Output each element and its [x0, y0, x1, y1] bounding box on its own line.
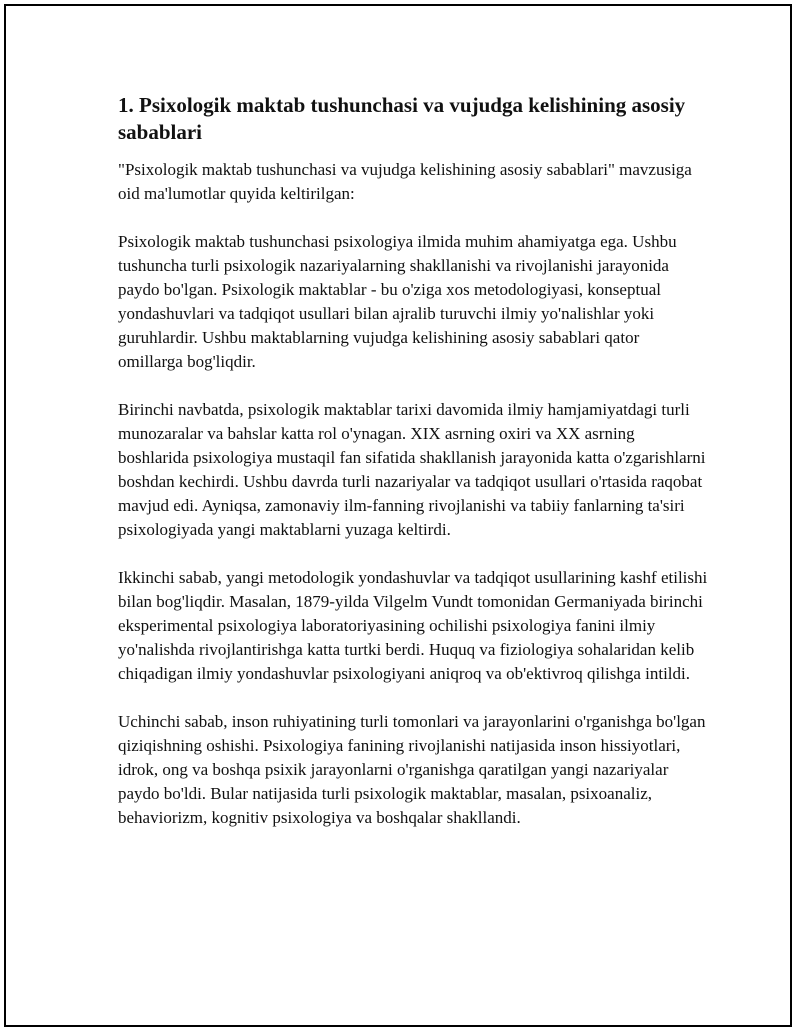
paragraph-second-reason: Ikkinchi sabab, yangi metodologik yondashuvlar va tadqiqot usullarining kashf etilishi bilan bog'liqdir. Masalan, 1879-yilda Vilgelm Vundt tomonidan Germaniyada birinchi eksperimental psixologiya laboratoriyasining ochilishi psixologiya fanini ilmiy yo'nalishda rivojlantirishga katta turtki berdi. Huquq va fiziologiya sohalaridan kelib chiqadigan ilmiy yondashuvlar psixologiyani aniqroq va ob'ektivroq qilishga intildi. [118, 568, 708, 683]
section-heading: 1. Psixologik maktab tushunchasi va vujudga kelishining asosiy sabablari [118, 93, 686, 144]
document-body [118, 92, 708, 854]
paragraph-concept: Psixologik maktab tushunchasi psixologiya ilmida muhim ahamiyatga ega. Ushbu tushuncha turli psixologik nazariyalarning shakllanishi va rivojlanishi jarayonida paydo bo'lgan. Psixologik maktablar - bu o'ziga xos metodologiyasi, konseptual yondashuvlari va tadqiqot usullari bilan ajralib turuvchi ilmiy yo'nalishlar yoki guruhlardir. Ushbu maktablarning vujudga kelishining asosiy sabablari qator omillarga bog'liqdir. [118, 232, 677, 371]
paragraph-first-reason: Birinchi navbatda, psixologik maktablar tarixi davomida ilmiy hamjamiyatdagi turli munozaralar va bahslar katta rol o'ynagan. XIX asrning oxiri va XX asrning boshlarida psixologiya mustaqil fan sifatida shakllanish jarayonida katta o'zgarishlarni boshdan kechirdi. Ushbu davrda turli nazariyalar va tadqiqot usullari o'rtasida raqobat mavjud edi. Ayniqsa, zamonaviy ilm-fanning rivojlanishi va tabiiy fanlarning ta'siri psixologiyada yangi maktablarni yuzaga keltirdi. [118, 400, 706, 539]
intro-paragraph: "Psixologik maktab tushunchasi va vujudga kelishining asosiy sabablari" mavzusiga oid ma'lumotlar quyida keltirilgan: [118, 160, 692, 203]
paragraph-third-reason: Uchinchi sabab, inson ruhiyatining turli tomonlari va jarayonlarini o'rganishga bo'lgan qiziqishning oshishi. Psixologiya fanining rivojlanishi natijasida inson hissiyotlari, idrok, ong va boshqa psixik jarayonlarni o'rganishga qaratilgan yangi nazariyalar paydo bo'ldi. Bular natijasida turli psixologik maktablar, masalan, psixoanaliz, behaviorizm, kognitiv psixologiya va boshqalar shakllandi. [118, 712, 706, 827]
